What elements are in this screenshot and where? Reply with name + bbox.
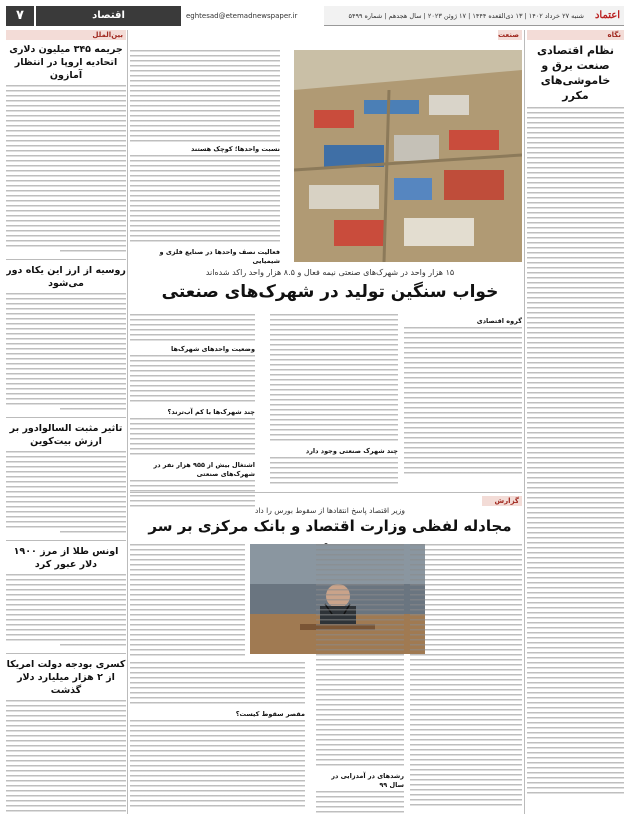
column-subhead: چند شهرک صنعتی وجود دارد xyxy=(305,447,398,455)
body-text xyxy=(130,314,255,342)
report-body-col-1 xyxy=(410,544,522,809)
news-headline-amazon: جریمه ۳۴۵ میلیون دلاری اتحادیه اروپا در انتظار آمازون xyxy=(9,44,123,81)
news-body-bitcoin xyxy=(6,451,126,536)
column-divider xyxy=(127,30,128,814)
newspaper-logo: اعتماد xyxy=(594,10,620,21)
date-strip xyxy=(324,6,624,26)
report-body-col-2 xyxy=(316,544,404,814)
body-text xyxy=(316,791,404,814)
page-header xyxy=(6,6,624,26)
opinion-headline: نظام اقتصادی صنعت برق و خاموشی‌های مکرر xyxy=(536,44,615,102)
column-subhead: چند شهرک‌ها با کم آب‌ترند؟ xyxy=(167,408,255,416)
body-text xyxy=(130,418,255,458)
column-subhead: وضعیت واحدهای شهرک‌ها xyxy=(171,345,255,353)
news-body-us-budget xyxy=(6,700,126,814)
opinion-body-text xyxy=(527,107,624,797)
main-text-block-a xyxy=(130,50,280,267)
opinion-tag: نگاه xyxy=(527,30,624,40)
news-body-gold xyxy=(6,574,126,649)
column-subhead: نسبت واحدها؛ کوچک هستند xyxy=(190,145,280,153)
main-body-col-2 xyxy=(270,314,398,487)
news-headline-bitcoin: تاثیر مثبت السالوادور بر ارزش بیت‌کوین xyxy=(9,423,123,447)
report-tag: گزارش xyxy=(482,496,522,506)
body-text xyxy=(410,544,522,809)
body-text xyxy=(316,544,404,769)
column-subhead: رشدهای در آمدزایی در سال ۹۹ xyxy=(331,772,404,789)
column-subhead: فعالیت نصف واحدها در صنایع فلزی و شیمیایی xyxy=(159,248,280,265)
issue-date: شنبه ۲۷ خرداد ۱۴۰۲ | ۱۳ ذی‌القعده ۱۴۴۴ | ۱۷ ژوئن ۲۰۲۳ | سال هجدهم | شماره ۵۴۹۹ xyxy=(348,12,584,20)
body-text xyxy=(270,314,398,444)
main-subheadline: ۱۵ هزار واحد در شهرک‌های صنعتی نیمه فعال و ۸.۵ هزار واحد راکد شده‌اند xyxy=(205,268,455,277)
page-number: ۷ xyxy=(6,6,34,26)
divider xyxy=(6,417,126,418)
main-headline: خواب سنگین تولید در شهرک‌های صنعتی xyxy=(161,282,499,302)
body-text xyxy=(404,327,522,477)
news-body-russia xyxy=(6,293,126,413)
column-subhead: اشتغال بیش از ۹۵۵ هزار نفر در شهرک‌های صنعتی xyxy=(153,461,255,478)
body-text xyxy=(130,720,305,810)
main-body-col-3 xyxy=(130,314,255,510)
body-text xyxy=(130,662,305,707)
section-email[interactable]: eghtesad@etemadnewspaper.ir xyxy=(186,12,298,20)
main-story-area xyxy=(130,30,522,814)
main-body-col-1 xyxy=(404,314,522,477)
report-headline: مجادله لفظی وزارت اقتصاد و بانک مرکزی بر سر xyxy=(148,517,512,535)
news-body-amazon xyxy=(6,85,126,255)
news-headline-gold: اونس طلا از مرز ۱۹۰۰ دلار عبور کرد xyxy=(13,546,119,570)
international-column xyxy=(6,30,126,814)
report-subheadline: وزیر اقتصاد پاسخ انتقادها از سقوط بورس را داد xyxy=(255,506,405,515)
opinion-column xyxy=(527,30,624,814)
international-tag: بین‌الملل xyxy=(6,30,126,40)
news-headline-us-budget: کسری بودجه دولت امریکا از ۲ هزار میلیارد دلار گذشت xyxy=(6,659,126,696)
news-headline-russia: روسیه از ارز این یکاه دور می‌شود xyxy=(6,265,126,289)
body-text xyxy=(130,355,255,405)
column-divider xyxy=(524,30,525,814)
column-subhead: مقصر سقوط کیست؟ xyxy=(235,710,305,718)
divider xyxy=(6,540,126,541)
section-divider xyxy=(130,492,522,493)
body-text xyxy=(130,50,280,142)
report-body-col-4 xyxy=(130,662,305,810)
section-name: اقتصاد xyxy=(36,6,181,26)
industry-tag: صنعت xyxy=(498,30,522,40)
body-text xyxy=(130,155,280,245)
divider xyxy=(6,259,126,260)
report-body-col-3 xyxy=(130,544,245,659)
industrial-park-aerial-photo xyxy=(294,50,522,262)
byline: گروه اقتصادی xyxy=(476,317,522,325)
divider xyxy=(6,653,126,654)
body-text xyxy=(270,457,398,487)
body-text xyxy=(130,544,245,659)
